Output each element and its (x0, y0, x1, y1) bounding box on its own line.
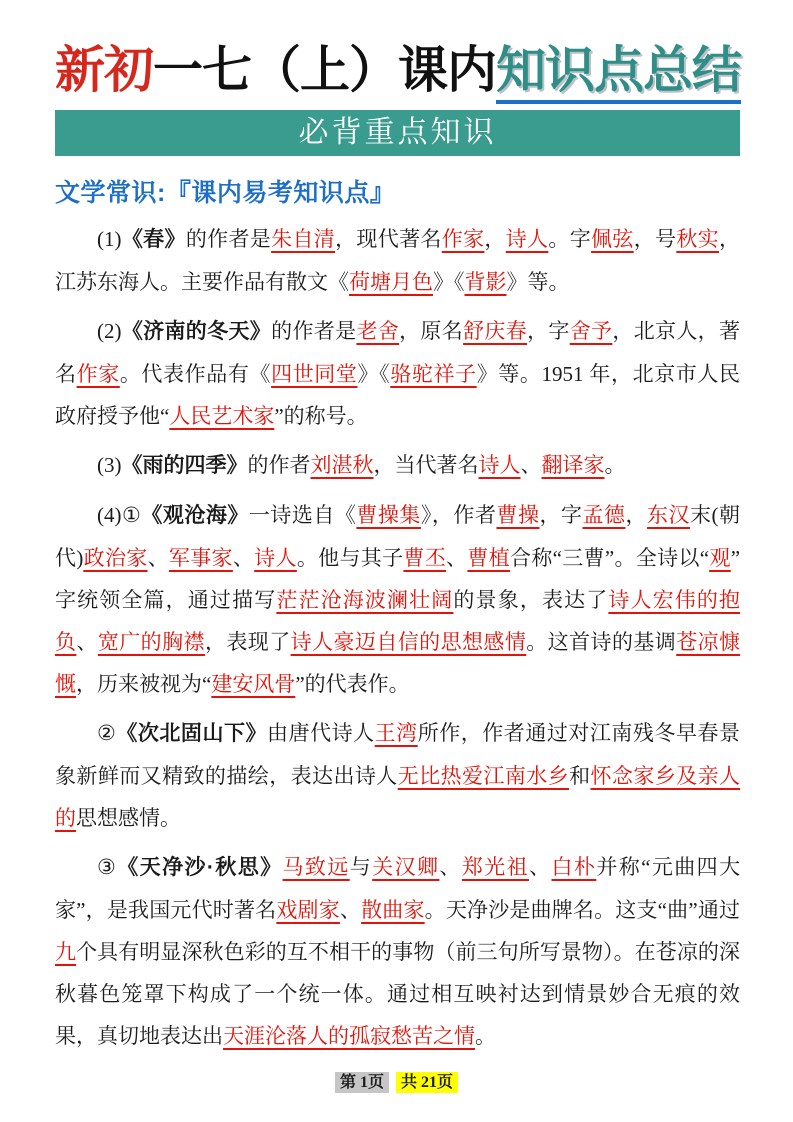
key-term: 马致远 (282, 854, 350, 879)
text-segment: ，表现了 (204, 629, 291, 654)
text-segment: 。代表作品有《 (119, 361, 272, 386)
text-segment: ③ (97, 854, 118, 879)
key-term: 荷塘月色 (349, 269, 433, 294)
key-term: 建安风骨 (211, 671, 296, 696)
text-segment: ，原名 (399, 318, 464, 343)
title-segment: 知识点总结 (496, 42, 741, 104)
text-segment: 。 (475, 1023, 496, 1048)
text-segment: 的作者 (247, 452, 311, 477)
paragraph (55, 444, 740, 487)
text-segment: (2) (97, 318, 122, 343)
text-segment: 与 (349, 854, 373, 879)
key-term: 曹丕 (403, 545, 447, 570)
text-segment: 一诗选自《 (248, 502, 357, 527)
page-footer (0, 1069, 793, 1092)
work-title: 《雨的四季》 (121, 453, 248, 477)
text-segment: ，当代著名 (373, 452, 479, 477)
text-segment: (3) (97, 452, 122, 477)
text-segment: ， (484, 226, 506, 251)
text-segment: ，字 (539, 502, 583, 527)
key-term: 诗人宏伟的抱负 (55, 587, 741, 654)
paragraph (55, 494, 740, 705)
text-segment: 、 (529, 854, 552, 879)
key-term: 天涯沦落人的孤寂愁苦之情 (223, 1023, 475, 1048)
key-term: 王湾 (374, 720, 418, 745)
text-segment: 。字 (548, 226, 592, 251)
key-term: 诗人 (505, 226, 549, 251)
text-segment: 个具有明显深秋色彩的互不相干的事物（前三句所写景物）。在苍凉的深秋暮色笼罩下构成了一个统一体。通过相互映衬达到情景妙合无痕的效果，真切地表达出 (55, 939, 740, 1048)
title-segment: 初 (104, 42, 153, 98)
text-segment: ，现代著名 (335, 226, 442, 251)
key-term: 郑光祖 (461, 854, 530, 879)
text-segment: (1) (97, 226, 122, 251)
key-term: 观 (709, 545, 731, 570)
work-title: 《春》 (121, 227, 186, 251)
text-segment: ， (625, 502, 648, 527)
key-term: 舒庆春 (463, 318, 528, 343)
key-term: 朱自清 (271, 226, 336, 251)
key-term: 作家 (76, 361, 120, 386)
text-segment: ”的代表作。 (295, 671, 410, 696)
text-segment: 。 (604, 452, 626, 477)
text-segment: 、 (232, 545, 255, 570)
text-segment: ，字 (527, 318, 570, 343)
paragraph (55, 846, 740, 1057)
key-term: 散曲家 (361, 897, 425, 922)
work-title: 《次北固山下》 (116, 721, 268, 745)
text-segment: 》，作者 (420, 502, 497, 527)
text-segment: 思想感情。 (76, 805, 181, 830)
text-segment: 、 (520, 452, 542, 477)
key-term: 东汉 (647, 502, 691, 527)
paragraph (55, 310, 740, 437)
text-segment: 、 (439, 854, 462, 879)
text-segment: 。这首诗的基调 (526, 629, 677, 654)
page-total-badge: 共 21页 (396, 1072, 458, 1093)
section-heading: 文学常识:『课内易考知识点』 (55, 178, 396, 207)
text-segment: 末(朝代) (55, 502, 741, 570)
key-term: 作家 (441, 226, 485, 251)
key-term: 九 (55, 939, 77, 964)
text-segment: 、 (339, 897, 362, 922)
text-segment: ② (97, 720, 117, 745)
text-segment: 、 (76, 629, 98, 654)
key-term: 苍凉慷慨 (55, 629, 741, 696)
key-term: 白朴 (551, 854, 597, 879)
text-segment: 、 (147, 545, 169, 570)
key-term: 秋实 (676, 226, 720, 251)
text-segment: 的作者是 (185, 226, 272, 251)
text-segment: 由唐代诗人 (267, 720, 375, 745)
key-term: 刘湛秋 (310, 452, 374, 477)
banner (55, 110, 740, 156)
text-segment: ，江苏东海人。主要作品有散文《 (55, 226, 741, 294)
work-title: 《观沧海》 (141, 503, 249, 527)
text-segment: 。天净沙是曲牌名。这支“曲”通过 (424, 897, 741, 922)
key-term: 背影 (464, 269, 507, 294)
text-segment: (4)① (97, 502, 142, 527)
content (55, 218, 740, 1057)
work-title: 《济南的冬天》 (121, 319, 272, 343)
text-segment: 合称“三曹”。全诗以“ (510, 545, 710, 570)
key-term: 曹操 (496, 502, 540, 527)
text-segment: ”字统领全篇，通过描写 (55, 545, 741, 612)
text-segment: 的景象，表达了 (453, 587, 609, 612)
text-segment: ”的称号。 (274, 403, 368, 428)
text-segment: 、 (446, 545, 468, 570)
banner-label: 必背重点知识 (298, 115, 497, 149)
text-segment: 。他与其子 (296, 545, 404, 570)
key-term: 骆驼祥子 (390, 361, 477, 386)
key-term: 曹操集 (356, 502, 421, 527)
text-segment: 》等。 (506, 269, 570, 294)
text-segment: 和 (569, 763, 591, 788)
key-term: 曹植 (467, 545, 511, 570)
key-term: 舍予 (569, 318, 613, 343)
text-segment: 》《 (357, 361, 391, 386)
text-segment: 的作者是 (271, 318, 357, 343)
text-segment: ，北京人，著名 (55, 318, 741, 386)
key-term: 人民艺术家 (169, 403, 275, 428)
key-term: 关汉卿 (372, 854, 440, 879)
text-segment: 》《 (433, 269, 465, 294)
key-term: 宽广的胸襟 (97, 629, 205, 654)
page-number-badge: 第 1页 (335, 1072, 389, 1093)
text-segment: 所作，作者通过对江南残冬早春景象新鲜而又精致的描绘，表达出诗人 (55, 720, 741, 788)
work-title: 《天净沙·秋思》 (117, 855, 283, 879)
key-term: 佩弦 (591, 226, 634, 251)
key-term: 无比热爱江南水乡 (397, 763, 570, 788)
paragraph (55, 712, 740, 839)
key-term: 怀念家乡及亲人的 (55, 763, 741, 830)
text-segment: ，号 (633, 226, 677, 251)
key-term: 诗人豪迈自信的思想感情 (290, 629, 527, 654)
text-segment: 并称“元曲四大家”，是我国元代时著名 (55, 854, 741, 922)
key-term: 翻译家 (541, 452, 605, 477)
key-term: 诗人 (478, 452, 521, 477)
title-segment: 一七（上）课内 (153, 42, 496, 98)
text-segment: ，历来被视为“ (76, 671, 212, 696)
key-term: 老舍 (356, 318, 400, 343)
key-term: 诗人 (254, 545, 297, 570)
text-segment: 》等。1951 年，北京市人民政府授予他“ (55, 361, 741, 428)
key-term: 政治家 (83, 545, 148, 570)
key-term: 戏剧家 (276, 897, 340, 922)
page-title (55, 42, 740, 100)
paragraph (55, 218, 740, 303)
key-term: 四世同堂 (271, 361, 358, 386)
key-term: 军事家 (168, 545, 233, 570)
key-term: 茫茫沧海波澜壮阔 (276, 587, 454, 612)
key-term: 孟德 (582, 502, 626, 527)
title-segment: 新 (55, 42, 104, 98)
